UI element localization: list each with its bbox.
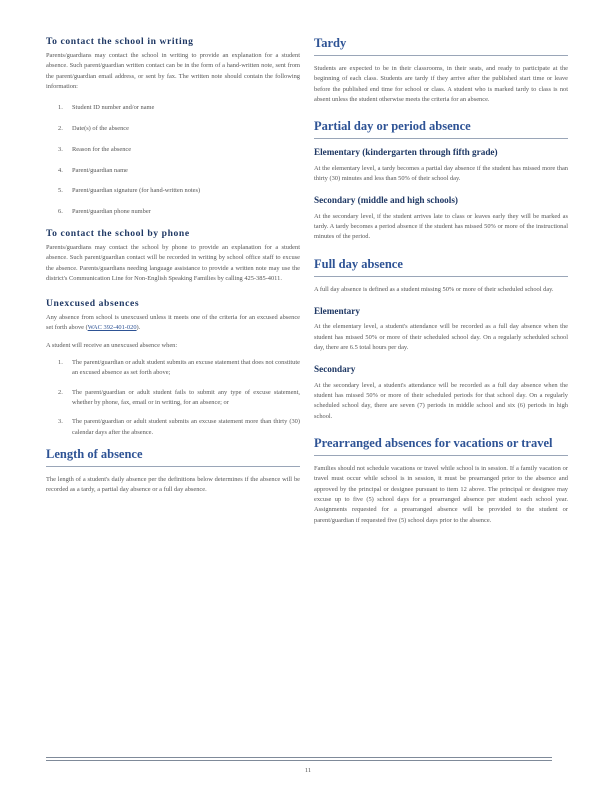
heading-contact-phone: To contact the school by phone <box>46 227 190 239</box>
section-prearranged <box>314 436 568 526</box>
paragraph-length: The length of a student's daily absence per the definitions below determines if the absence will be recorded as a tardy, a partial day absence or a full day absence. <box>46 475 300 494</box>
heading-contact-writing: To contact the school in writing <box>46 36 194 47</box>
paragraph-elementary-partial: At the elementary level, a tardy becomes a partial day absence if the student has missed more than thirty (30) minutes and less than 50% of their school day. <box>314 164 568 182</box>
paragraph-secondary-partial: At the secondary level, if the student arrives late to class or leaves early they will be marked as tardy. A tardy becomes a period absence if the student has missed 50% or more of the instructional minutes of the period. <box>314 212 568 241</box>
paragraph-unexcused: Any absence from school is unexcused unless it meets one of the criteria for an excused absence set forth above (WAC 392-401-020). <box>46 314 300 332</box>
heading-partial: Partial day or period absence <box>314 119 568 139</box>
heading-length: Length of absence <box>46 447 300 467</box>
subheading-secondary-full: Secondary <box>314 364 356 375</box>
unexcused-list <box>46 358 300 438</box>
page-number: 11 <box>304 767 312 774</box>
paragraph-contact-writing: Parents/guardians may contact the school in writing to provide an explanation for a student absence. Such parent/guardian written contact can be in the form of a hand-written note, sent from the parent/guardian email address, or sent by fax. The written note should contain the following information: <box>46 52 300 90</box>
section-tardy <box>314 36 568 105</box>
section-length <box>46 447 300 496</box>
heading-prearranged: Prearranged absences for vacations or travel <box>314 436 568 456</box>
paragraph-full-day: A full day absence is defined as a student missing 50% or more of their scheduled school day. <box>314 285 554 293</box>
heading-full-day: Full day absence <box>314 257 568 277</box>
list-item: 3. The parent/guardian or adult student submits an excuse statement more than thirty (30) calendar days after the absence. <box>58 418 300 436</box>
section-partial <box>314 119 568 242</box>
paragraph-prearranged: Families should not schedule vacations or travel while school is in session. If a family vacation or travel must occur while school is in session, it must be prearranged prior to the absence and approved by the principal or designee pursuant to item 12 above. The principal or designee may excuse up to five (5) school days for a prearranged absence per student each school year. Assignments requested for a prearranged absence will be provided to the student or parent/guardian if requested five (5) school days prior to the absence. <box>314 465 568 524</box>
list-item: 6. Parent/guardian phone number <box>58 208 151 216</box>
paragraph-contact-phone: Parents/guardians may contact the school by phone to provide an explanation for a student absence. Such parent/guardian contact will be recorded in writing by school office staff to excuse the absence. Parents/guardians needing language assistance to provide a written note may use the district's Communication Line for Non-English Speaking Families by calling 425-385-4011. <box>46 243 300 282</box>
paragraph-secondary-full: At the secondary level, a student's attendance will be recorded as a full day absence when the student has missed 50% or more of their scheduled periods for that school day. On a regularly scheduled school day, there are seven (7) periods in middle school and six (6) periods in high school. <box>314 381 568 420</box>
left-column <box>46 36 300 495</box>
list-item: 5. Parent/guardian signature (for hand-written notes) <box>58 187 201 195</box>
wac-link[interactable]: WAC 392-401-020 <box>87 324 137 332</box>
paragraph-elementary-full: At the elementary level, a student's attendance will be recorded as a full day absence when the student has missed 50% or more of their scheduled school day. On a regularly scheduled school day, there are 6.5 total hours per day. <box>314 323 568 352</box>
subheading-elementary-partial: Elementary (kindergarten through fifth grade) <box>314 147 498 158</box>
section-contact-writing <box>46 36 300 217</box>
writing-info-list <box>46 103 300 217</box>
list-item: 1. The parent/guardian or adult student submits an excuse statement that does not constitute an excused absence as set forth above; <box>58 359 300 377</box>
heading-tardy: Tardy <box>314 36 568 56</box>
paragraph-unexcused-when: A student will receive an unexcused absence when: <box>46 341 178 349</box>
right-column <box>314 36 568 526</box>
list-item: 3. Reason for the absence <box>58 145 132 153</box>
heading-unexcused: Unexcused absences <box>46 298 140 310</box>
list-item: 1. Student ID number and/or name <box>58 104 155 112</box>
footer-rule <box>46 757 552 761</box>
section-contact-phone <box>46 228 300 284</box>
paragraph-tardy: Students are expected to be in their classrooms, in their seats, and ready to participate at the beginning of each class. Students are tardy if they arrive after the published start time or leave before the published end time for school or class. A student who is marked tardy to class is not absent unless the student otherwise meets the criteria for an absence. <box>314 65 568 103</box>
subheading-elementary-full: Elementary <box>314 305 360 316</box>
list-item: 2. The parent/guardian or adult student fails to submit any type of excuse statement, whether by phone, fax, email or in writing, for an absence; or <box>58 388 300 406</box>
subheading-secondary-partial: Secondary (middle and high schools) <box>314 195 458 206</box>
list-item: 4. Parent/guardian name <box>58 166 128 174</box>
section-full-day <box>314 257 568 422</box>
list-item: 2. Date(s) of the absence <box>58 124 129 132</box>
section-unexcused <box>46 298 300 438</box>
